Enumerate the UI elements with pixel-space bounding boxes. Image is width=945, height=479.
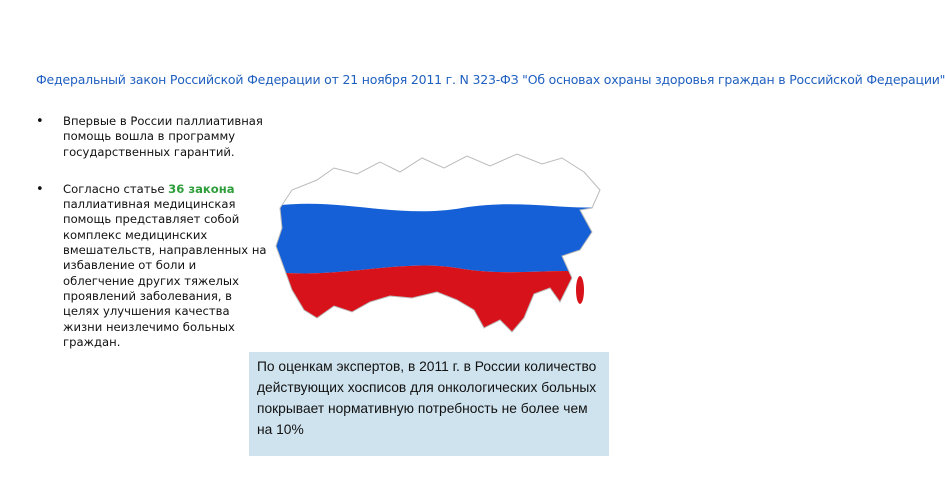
russia-flag-map — [262, 150, 607, 350]
bullet-item — [36, 114, 268, 160]
flag-stripe-blue — [262, 204, 607, 274]
bullet-text: Впервые в России паллиативная помощь вошла в программу государственных гарантий. — [63, 114, 263, 159]
expert-estimate-box — [249, 352, 609, 456]
bullet-text-suffix: паллиативная медицинская помощь представляет собой комплекс медицинских вмешательств, направленных на избавление от боли и облегчение других тяжелых проявлений заболевания, в целях улучшения качества жизни неизлечимо больных граждан. — [63, 197, 267, 349]
bullet-item — [36, 182, 268, 350]
bullet-text-prefix: Согласно статье — [63, 181, 169, 196]
bullet-list — [36, 114, 268, 372]
slide-title: Федеральный закон Российской Федерации от 21 ноября 2011 г. N 323-ФЗ "Об основах охраны здоровья граждан в Российской Федерации" — [36, 72, 945, 87]
bullet-marker: • — [36, 114, 44, 129]
infobox-text: По оценкам экспертов, в 2011 г. в России количество действующих хосписов для онкологических больных покрывает нормативную потребность не более чем на 10% — [257, 359, 597, 437]
bullet-marker: • — [36, 181, 44, 197]
flag-stripe-red — [262, 265, 607, 350]
law-article-link[interactable]: 36 закона — [168, 181, 235, 196]
sakhalin-island — [576, 276, 584, 304]
